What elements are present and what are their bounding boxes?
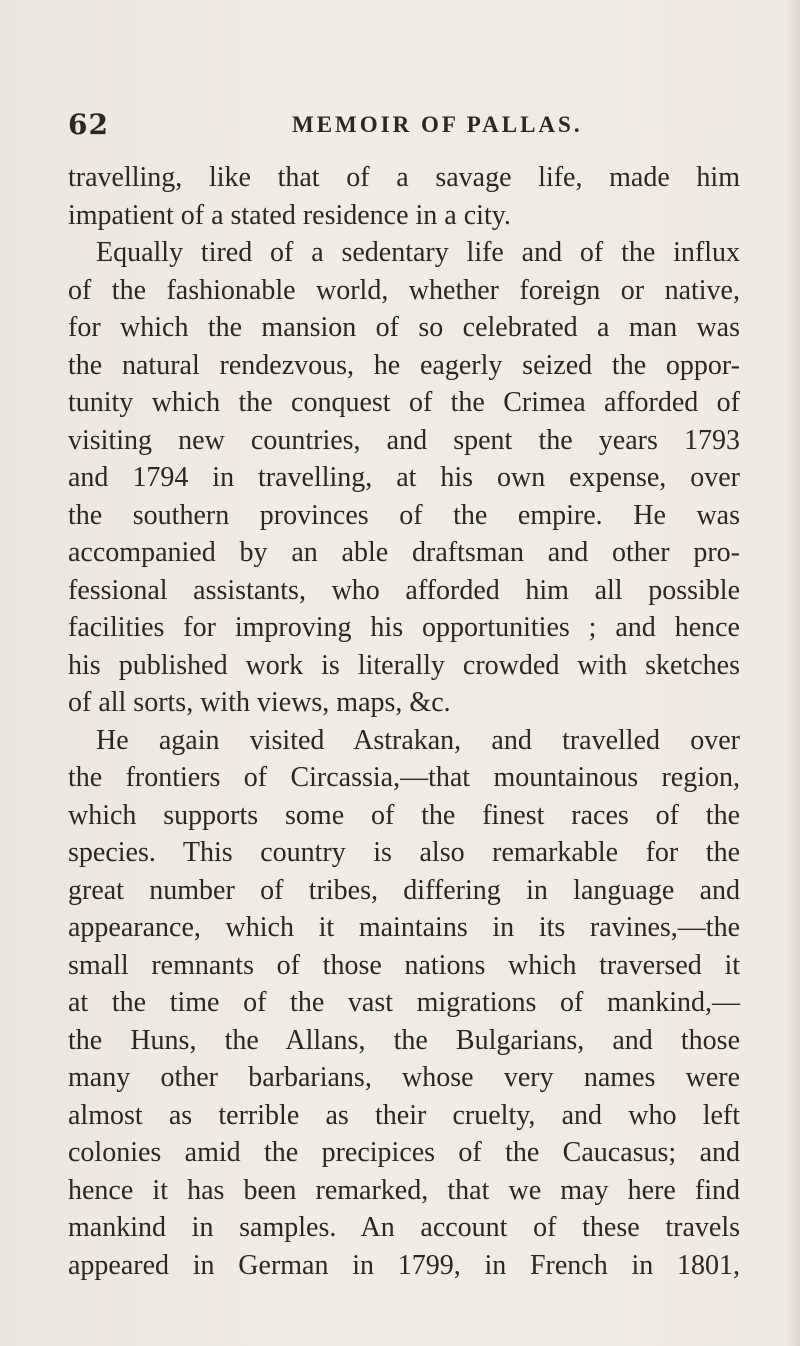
text-line: small remnants of those nations which traversed it xyxy=(68,949,740,981)
body-text xyxy=(68,159,740,1284)
text-line: the Huns, the Allans, the Bulgarians, and those xyxy=(68,1024,740,1056)
page-edge-shadow xyxy=(786,0,800,1346)
text-line: appeared in German in 1799, in French in 1801, xyxy=(68,1249,740,1281)
text-line: colonies amid the precipices of the Caucasus; and xyxy=(68,1137,740,1168)
text-line: impatient of a stated residence in a city. xyxy=(68,199,511,231)
text-line: of the fashionable world, whether foreign or native, xyxy=(68,274,740,306)
text-line: and 1794 in travelling, at his own expense, over xyxy=(68,462,740,493)
text-line: He again visited Astrakan, and travelled over xyxy=(96,724,740,756)
text-line: facilities for improving his opportunities ; and hence xyxy=(68,612,740,643)
text-line: the frontiers of Circassia,—that mountainous region, xyxy=(68,762,740,793)
text-line: for which the mansion of so celebrated a man was xyxy=(68,312,740,343)
running-head: MEMOIR OF PALLAS. xyxy=(292,112,583,137)
text-line: the natural rendezvous, he eagerly seized the oppor- xyxy=(68,349,740,381)
text-line: at the time of the vast migrations of mankind,— xyxy=(68,987,740,1018)
page-header xyxy=(68,108,738,144)
text-line: his published work is literally crowded with sketches xyxy=(68,649,740,681)
text-line: travelling, like that of a savage life, made him xyxy=(68,162,740,193)
text-line: the southern provinces of the empire. He was xyxy=(68,499,740,531)
text-line: almost as terrible as their cruelty, and who left xyxy=(68,1099,740,1131)
text-line: species. This country is also remarkable for the xyxy=(68,837,740,868)
text-line: many other barbarians, whose very names were xyxy=(68,1062,740,1093)
text-line: appearance, which it maintains in its ravines,—the xyxy=(68,912,740,943)
text-line: of all sorts, with views, maps, &c. xyxy=(68,687,451,718)
text-line: Equally tired of a sedentary life and of the influx xyxy=(96,237,740,268)
text-line: hence it has been remarked, that we may here find xyxy=(68,1174,740,1206)
text-line: great number of tribes, differing in language and xyxy=(68,874,740,906)
text-line: accompanied by an able draftsman and other pro- xyxy=(68,537,740,568)
text-line: fessional assistants, who afforded him all possible xyxy=(68,574,740,606)
text-line: which supports some of the finest races of the xyxy=(68,799,740,831)
text-line: visiting new countries, and spent the years 1793 xyxy=(68,424,740,456)
text-line: mankind in samples. An account of these travels xyxy=(68,1212,740,1243)
text-line: tunity which the conquest of the Crimea afforded of xyxy=(68,387,740,418)
page-number: 62 xyxy=(68,108,109,141)
